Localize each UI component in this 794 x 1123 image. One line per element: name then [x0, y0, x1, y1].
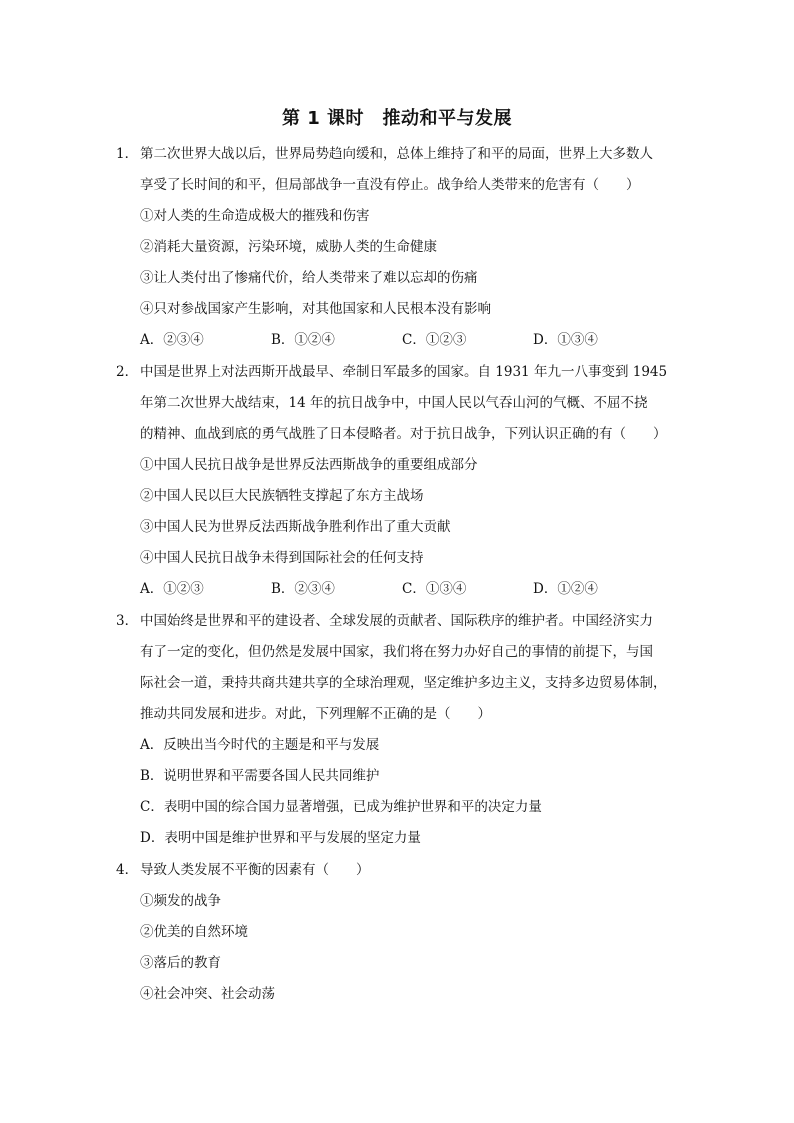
question-4: [116, 855, 676, 1010]
question-stem-line: 4． 导致人类发展不平衡的因素有（ ）: [116, 855, 676, 886]
question-number: 1．: [116, 146, 139, 162]
option-a[interactable]: A．②③④: [140, 332, 204, 348]
statement-item: ③落后的教育: [140, 955, 221, 971]
question-number: 4．: [116, 862, 139, 878]
statement-item: ②优美的自然环境: [140, 924, 248, 940]
question-number: 2．: [116, 364, 139, 380]
question-2: [116, 357, 676, 605]
answer-options: [116, 325, 676, 356]
question-stem-line: 3． 中国始终是世界和平的建设者、全球发展的贡献者、国际秩序的维护者。中国经济实力: [116, 606, 676, 637]
question-stem-line: 际社会一道，秉持共商共建共享的全球治理观，坚定维护多边主义，支持多边贸易体制，: [140, 675, 667, 691]
choice-option[interactable]: A．反映出当今时代的主题是和平与发展: [140, 737, 380, 753]
option-b[interactable]: B．②③④: [271, 581, 335, 597]
option-b[interactable]: B．①②④: [271, 332, 335, 348]
statement-item: ③让人类付出了惨痛代价，给人类带来了难以忘却的伤痛: [140, 270, 478, 286]
statement-item: ①频发的战争: [140, 893, 221, 909]
statement-item: ①对人类的生命造成极大的摧残和伤害: [140, 208, 370, 224]
question-stem-line: 的精神、血战到底的勇气战胜了日本侵略者。对于抗日战争，下列认识正确的有（ ）: [140, 426, 667, 442]
statement-item: ②中国人民以巨大民族牺牲支撑起了东方主战场: [140, 488, 424, 504]
question-stem-line: 1． 第二次世界大战以后，世界局势趋向缓和，总体上维持了和平的局面，世界上大多数人: [116, 139, 676, 170]
option-d[interactable]: D．①③④: [533, 332, 598, 348]
question-stem-line: 年第二次世界大战结束，14 年的抗日战争中，中国人民以气吞山河的气概、不屈不挠: [140, 395, 648, 411]
question-stem-line: 有了一定的变化，但仍然是发展中国家，我们将在努力办好自己的事情的前提下，与国: [140, 644, 653, 660]
statement-item: ④社会冲突、社会动荡: [140, 986, 275, 1002]
statement-item: ②消耗大量资源，污染环境，威胁人类的生命健康: [140, 239, 437, 255]
statement-item: ①中国人民抗日战争是世界反法西斯战争的重要组成部分: [140, 457, 478, 473]
question-3: [116, 606, 676, 854]
question-stem-line: 推动共同发展和进步。对此，下列理解不正确的是（ ）: [140, 706, 491, 722]
option-c[interactable]: C．①③④: [402, 581, 467, 597]
choice-option[interactable]: C．表明中国的综合国力显著增强，已成为维护世界和平的决定力量: [140, 799, 542, 815]
option-c[interactable]: C．①②③: [402, 332, 467, 348]
option-d[interactable]: D．①②④: [533, 581, 598, 597]
answer-options: [116, 574, 676, 605]
question-stem-line: 享受了长时间的和平，但局部战争一直没有停止。战争给人类带来的危害有（ ）: [140, 177, 640, 193]
question-number: 3．: [116, 613, 139, 629]
choice-option[interactable]: D．表明中国是维护世界和平与发展的坚定力量: [140, 830, 421, 846]
choice-option[interactable]: B．说明世界和平需要各国人民共同维护: [140, 768, 380, 784]
statement-item: ④只对参战国家产生影响，对其他国家和人民根本没有影响: [140, 301, 491, 317]
statement-item: ③中国人民为世界反法西斯战争胜利作出了重大贡献: [140, 519, 451, 535]
statement-item: ④中国人民抗日战争未得到国际社会的任何支持: [140, 550, 424, 566]
question-stem-line: 2． 中国是世界上对法西斯开战最早、牵制日军最多的国家。自 1931 年九一八事变到 1945: [116, 357, 676, 388]
question-1: [116, 139, 676, 356]
page-title: 第 1 课时 推动和平与发展: [281, 108, 513, 129]
option-a[interactable]: A．①②③: [140, 581, 204, 597]
